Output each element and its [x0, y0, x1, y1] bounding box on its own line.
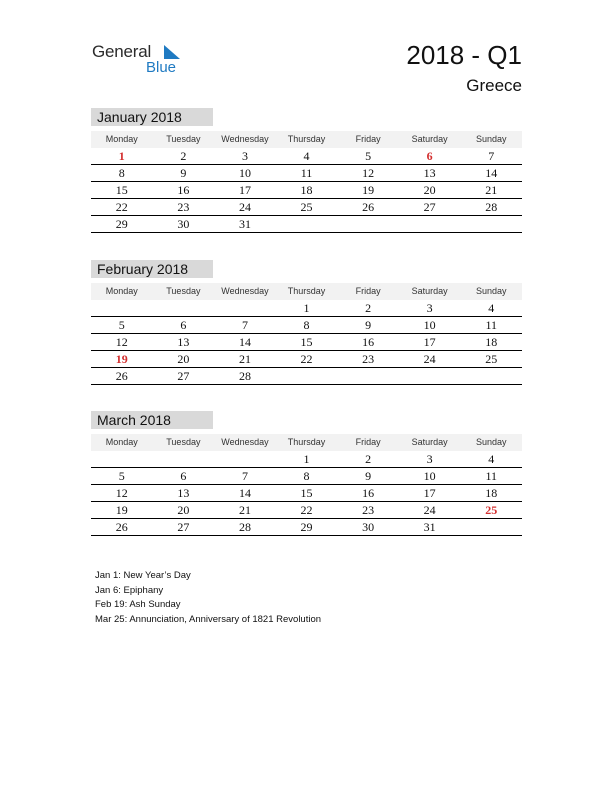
date-cell: 8: [118, 166, 125, 180]
date-cell: 13: [423, 166, 436, 180]
date-cell: 17: [423, 335, 436, 349]
weekday-label: Friday: [355, 134, 381, 144]
date-cell: 31: [423, 520, 436, 534]
week-row: [91, 199, 522, 216]
date-cell: 16: [177, 183, 190, 197]
weekday-label: Monday: [105, 437, 138, 447]
weekday-label: Tuesday: [166, 437, 201, 447]
date-cell: 10: [423, 469, 436, 483]
generalblue-logo: [92, 42, 192, 80]
date-cell: 21: [485, 183, 498, 197]
date-cell: 9: [365, 318, 372, 332]
holiday-note: Feb 19: Ash Sunday: [95, 599, 181, 610]
date-cell: 27: [177, 369, 190, 383]
weekday-label: Monday: [105, 286, 138, 296]
date-cell: 20: [177, 352, 190, 366]
date-cell: 12: [115, 335, 128, 349]
week-row: [91, 165, 522, 182]
holiday-note: Jan 6: Epiphany: [95, 584, 164, 596]
holiday-note: Jan 1: New Year’s Day: [95, 570, 191, 581]
date-cell: 2: [365, 301, 372, 315]
month-title: February 2018: [91, 260, 213, 278]
date-cell: 5: [118, 318, 125, 332]
weekday-header-row: [91, 434, 522, 451]
weekday-label: Sunday: [475, 437, 507, 447]
date-cell: 28: [485, 200, 498, 214]
weekday-label: Saturday: [411, 134, 448, 144]
date-cell: [337, 368, 399, 384]
date-cell: 4: [488, 301, 495, 315]
date-cell: 1: [303, 301, 310, 315]
holiday-date-cell: 19: [115, 352, 128, 366]
weekday-label: Thursday: [287, 286, 326, 296]
week-row: [91, 182, 522, 199]
holiday-list: [95, 569, 321, 627]
date-cell: 2: [180, 149, 187, 163]
date-cell: 30: [362, 520, 375, 534]
date-cell: 23: [362, 352, 375, 366]
week-row: [91, 368, 522, 385]
month-march: [91, 411, 522, 536]
week-row: [91, 519, 522, 536]
date-cell: 11: [485, 469, 498, 483]
week-row: [91, 216, 522, 233]
holiday-date-cell: 25: [485, 503, 498, 517]
week-row: [91, 485, 522, 502]
date-cell: 19: [115, 503, 128, 517]
date-cell: 6: [180, 318, 187, 332]
date-cell: 17: [423, 486, 436, 500]
week-row: [91, 351, 522, 368]
weekday-label: Friday: [355, 437, 381, 447]
date-cell: 10: [238, 166, 251, 180]
month-january: [91, 108, 522, 233]
date-cell: 22: [300, 503, 313, 517]
weekday-label: Sunday: [475, 134, 507, 144]
date-cell: 4: [488, 452, 495, 466]
date-cell: 9: [180, 166, 187, 180]
date-cell: 5: [118, 469, 125, 483]
date-cell: 14: [238, 335, 251, 349]
date-cell: 26: [362, 200, 375, 214]
date-cell: [214, 300, 276, 316]
date-cell: 23: [362, 503, 375, 517]
date-cell: 23: [177, 200, 190, 214]
week-row: [91, 502, 522, 519]
weekday-label: Thursday: [287, 134, 326, 144]
date-cell: 15: [115, 183, 128, 197]
date-cell: 22: [115, 200, 128, 214]
quarter-title: 2018 - Q1: [406, 40, 522, 70]
week-row: [91, 334, 522, 351]
date-cell: [460, 368, 522, 384]
logo-word-blue: Blue: [146, 59, 177, 76]
date-cell: 18: [485, 486, 498, 500]
date-cell: 25: [485, 352, 498, 366]
date-cell: 29: [115, 217, 128, 231]
date-cell: [276, 216, 338, 232]
month-february: [91, 260, 522, 385]
date-cell: [153, 300, 215, 316]
weekday-label: Monday: [105, 134, 138, 144]
date-cell: [276, 368, 338, 384]
weekday-label: Sunday: [475, 286, 507, 296]
date-cell: 12: [362, 166, 375, 180]
date-cell: [153, 451, 215, 467]
date-cell: 10: [423, 318, 436, 332]
weekday-label: Wednesday: [221, 437, 269, 447]
date-cell: 24: [423, 503, 436, 517]
date-cell: 14: [485, 166, 498, 180]
date-cell: 7: [241, 469, 248, 483]
month-title: January 2018: [91, 108, 213, 126]
date-cell: [399, 368, 461, 384]
date-cell: [460, 519, 522, 535]
date-cell: 12: [115, 486, 128, 500]
week-row: [91, 148, 522, 165]
country-name: Greece: [466, 76, 522, 95]
date-cell: 11: [485, 318, 498, 332]
weekday-label: Saturday: [411, 437, 448, 447]
date-cell: 19: [362, 183, 375, 197]
weekday-label: Thursday: [287, 437, 326, 447]
date-cell: 25: [300, 200, 313, 214]
logo-word-general: General: [92, 42, 152, 61]
date-cell: 16: [362, 486, 375, 500]
date-cell: 7: [488, 149, 495, 163]
weekday-label: Friday: [355, 286, 381, 296]
date-cell: 11: [300, 166, 313, 180]
date-cell: 28: [238, 369, 251, 383]
weekday-label: Wednesday: [221, 134, 269, 144]
date-cell: 8: [303, 318, 310, 332]
holiday-date-cell: 6: [426, 149, 433, 163]
month-title: March 2018: [91, 411, 213, 429]
holiday-note: Mar 25: Annunciation, Anniversary of 1821 Revolution: [95, 613, 322, 625]
week-row: [91, 451, 522, 468]
weekday-label: Wednesday: [221, 286, 269, 296]
date-cell: [91, 300, 153, 316]
date-cell: 21: [238, 503, 251, 517]
date-cell: 3: [241, 149, 248, 163]
date-cell: 26: [115, 369, 128, 383]
date-cell: [337, 216, 399, 232]
date-cell: 8: [303, 469, 310, 483]
date-cell: 21: [238, 352, 251, 366]
date-cell: 13: [177, 335, 190, 349]
date-cell: 16: [362, 335, 375, 349]
date-cell: 20: [423, 183, 436, 197]
date-cell: 13: [177, 486, 190, 500]
weekday-header-row: [91, 283, 522, 300]
week-row: [91, 300, 522, 317]
date-cell: 17: [238, 183, 251, 197]
date-cell: 18: [485, 335, 498, 349]
weekday-label: Tuesday: [166, 286, 201, 296]
date-cell: 24: [238, 200, 251, 214]
date-cell: 20: [177, 503, 190, 517]
date-cell: 3: [426, 452, 433, 466]
date-cell: [460, 216, 522, 232]
date-cell: [399, 216, 461, 232]
date-cell: 5: [365, 149, 372, 163]
date-cell: 27: [177, 520, 190, 534]
date-cell: 2: [365, 452, 372, 466]
date-cell: [91, 451, 153, 467]
week-row: [91, 317, 522, 334]
date-cell: 7: [241, 318, 248, 332]
date-cell: 9: [365, 469, 372, 483]
date-cell: 31: [238, 217, 251, 231]
date-cell: 28: [238, 520, 251, 534]
date-cell: 18: [300, 183, 313, 197]
date-cell: 22: [300, 352, 313, 366]
date-cell: 24: [423, 352, 436, 366]
date-cell: 4: [303, 149, 310, 163]
date-cell: 15: [300, 335, 313, 349]
weekday-header-row: [91, 131, 522, 148]
weekday-label: Tuesday: [166, 134, 201, 144]
date-cell: [214, 451, 276, 467]
date-cell: 15: [300, 486, 313, 500]
date-cell: 14: [238, 486, 251, 500]
date-cell: 6: [180, 469, 187, 483]
date-cell: 26: [115, 520, 128, 534]
date-cell: 3: [426, 301, 433, 315]
week-row: [91, 468, 522, 485]
date-cell: 29: [300, 520, 313, 534]
holiday-date-cell: 1: [118, 149, 125, 163]
date-cell: 27: [423, 200, 436, 214]
weekday-label: Saturday: [411, 286, 448, 296]
date-cell: 1: [303, 452, 310, 466]
date-cell: 30: [177, 217, 190, 231]
